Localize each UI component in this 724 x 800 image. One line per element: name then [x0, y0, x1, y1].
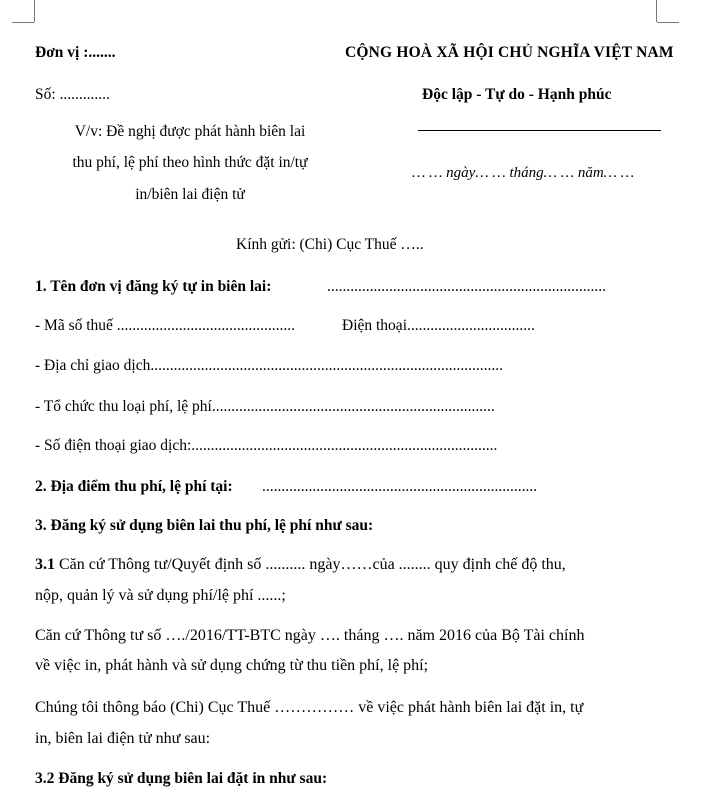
section1-heading: 1. Tên đơn vị đăng ký tự in biên lai: — [35, 278, 272, 295]
paragraph-3-1-number: 3.1 — [35, 556, 55, 573]
contact-phone-field: - Số điện thoại giao dịch:............................................................................... — [35, 437, 498, 454]
phone-field: Điện thoại................................. — [342, 317, 535, 334]
paragraph-notice-line-1: Chúng tôi thông báo (Chi) Cục Thuế …………… về việc phát hành biên lai đặt in, tự — [35, 699, 584, 716]
crop-mark-left-horizontal — [12, 22, 34, 23]
document-number: Số: ............. — [35, 86, 110, 103]
recipient: Kính gửi: (Chi) Cục Thuế ….. — [236, 236, 424, 253]
section2-heading: 2. Địa điểm thu phí, lệ phí tại: — [35, 478, 233, 495]
subject-line-1: V/v: Đề nghị được phát hành biên lai — [74, 123, 306, 140]
address-field: - Địa chỉ giao dịch........................................................................................... — [35, 357, 503, 374]
subject-line-2: thu phí, lệ phí theo hình thức đặt in/tự — [72, 154, 308, 171]
tax-code-field: - Mã số thuế .............................................. — [35, 317, 296, 334]
crop-mark-right — [656, 0, 657, 22]
paragraph-3-1-text: Căn cứ Thông tư/Quyết định số .......... ngày……của ........ quy định chế độ thu, — [55, 556, 566, 573]
section2-dots: ....................................................................... — [262, 478, 538, 495]
section1-heading-dots: ........................................................................ — [327, 278, 606, 295]
date-line: … … ngày… … tháng… … năm… … — [412, 165, 635, 181]
paragraph-circular-line-2: về việc in, phát hành và sử dụng chứng từ thu tiền phí, lệ phí; — [35, 657, 429, 674]
paragraph-3-1-line-1 — [35, 556, 566, 574]
section3-2-heading: 3.2 Đăng ký sử dụng biên lai đặt in như sau: — [35, 770, 328, 787]
organization-field: - Tổ chức thu loại phí, lệ phí......................................................................... — [35, 398, 495, 415]
motto: Độc lập - Tự do - Hạnh phúc — [422, 86, 612, 103]
subject-line-3: in/biên lai điện tử — [135, 186, 245, 203]
crop-mark-right-horizontal — [657, 22, 679, 23]
country-name: CỘNG HOÀ XÃ HỘI CHỦ NGHĨA VIỆT NAM — [345, 44, 674, 61]
section3-heading: 3. Đăng ký sử dụng biên lai thu phí, lệ phí như sau: — [35, 517, 374, 534]
paragraph-notice-line-2: in, biên lai điện tử như sau: — [35, 730, 211, 747]
paragraph-3-1-line-2: nộp, quản lý và sử dụng phí/lệ phí ......; — [35, 587, 286, 604]
crop-mark-left — [34, 0, 35, 22]
paragraph-circular-line-1: Căn cứ Thông tư số …./2016/TT-BTC ngày …. tháng …. năm 2016 của Bộ Tài chính — [35, 627, 585, 644]
motto-underline — [418, 130, 661, 131]
unit-label: Đơn vị :....... — [35, 44, 116, 61]
